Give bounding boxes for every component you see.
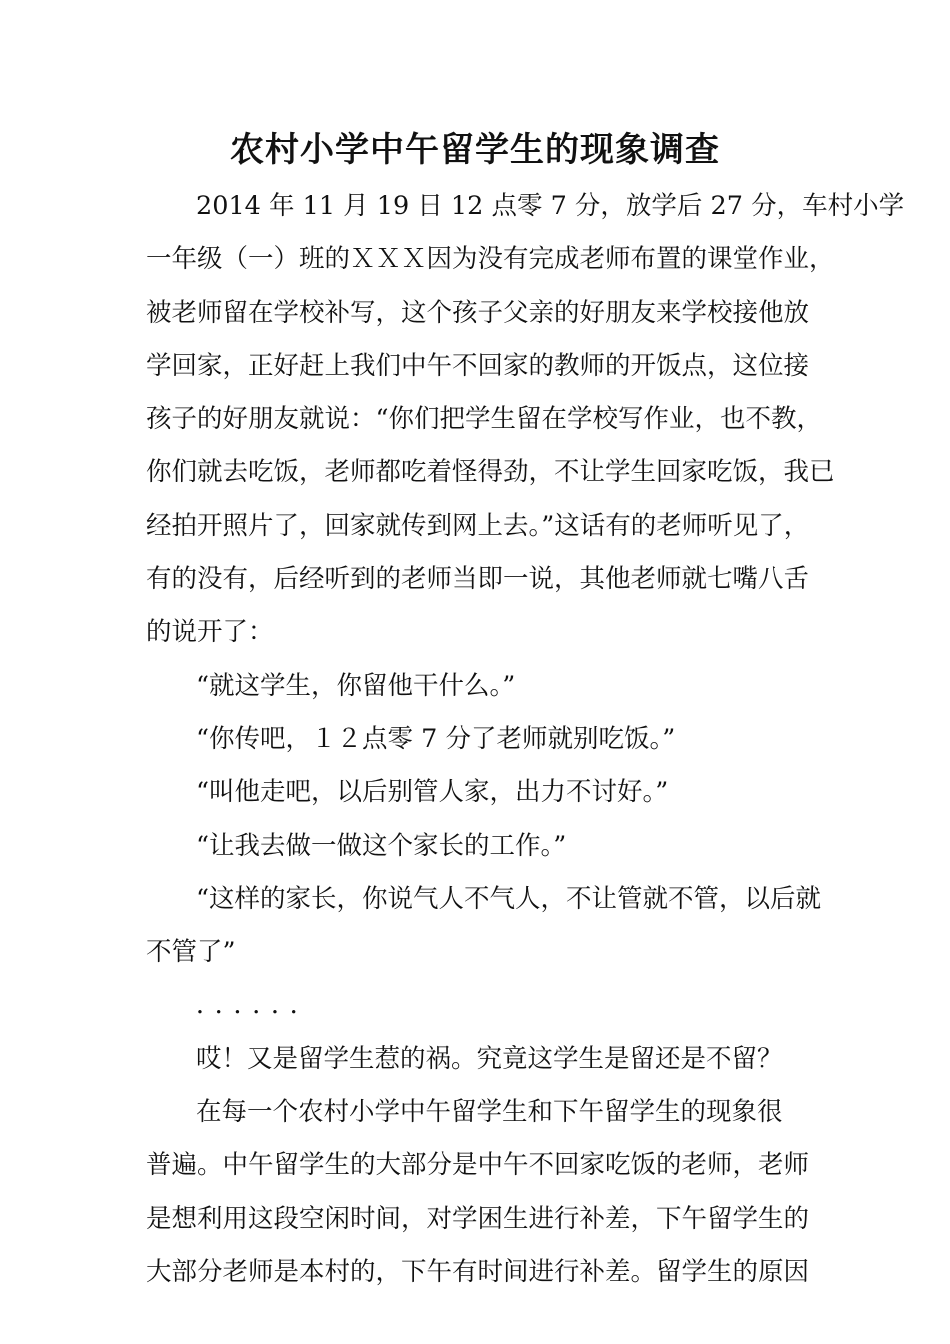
dialogue-line: “就这学生，你留他干什么。”: [196, 670, 516, 701]
dialogue-line: 不管了”: [146, 937, 236, 968]
paragraph-line: 经拍开照片了，回家就传到网上去。”这话有的老师听见了，: [146, 510, 810, 541]
paragraph-line: 是想利用这段空闲时间，对学困生进行补差，下午留学生的: [146, 1203, 810, 1234]
paragraph-line: 孩子的好朋友就说：“你们把学生留在学校写作业，也不教，: [146, 404, 823, 435]
dialogue-line: “让我去做一做这个家长的工作。”: [196, 830, 567, 861]
document-body: [146, 180, 905, 1299]
paragraph-line: 被老师留在学校补写，这个孩子父亲的好朋友来学校接他放: [146, 297, 810, 328]
paragraph-line: 学回家，正好赶上我们中午不回家的教师的开饭点，这位接: [146, 350, 810, 381]
paragraph-line: 哎！又是留学生惹的祸。究竟这学生是留还是不留？: [196, 1043, 783, 1074]
dialogue-line: “叫他走吧，以后别管人家，出力不讨好。”: [196, 777, 669, 808]
document-title: 农村小学中午留学生的现象调查: [230, 130, 720, 170]
paragraph-line: 大部分老师是本村的，下午有时间进行补差。留学生的原因: [146, 1256, 810, 1287]
ellipsis-line: ．．．．．．: [196, 990, 322, 1021]
paragraph-line: 2014 年 11 月 19 日 12 点零 7 分，放学后 27 分，车村小学: [196, 191, 905, 221]
dialogue-line: “你传吧，１２点零 7 分了老师就别吃饭。”: [196, 723, 676, 754]
paragraph-line: 有的没有，后经听到的老师当即一说，其他老师就七嘴八舌: [146, 564, 810, 595]
paragraph-line: 你们就去吃饭，老师都吃着怪得劲，不让学生回家吃饭，我已: [146, 457, 835, 488]
paragraph-line: 的说开了：: [146, 617, 274, 648]
dialogue-line: “这样的家长，你说气人不气人，不让管就不管，以后就: [196, 883, 822, 914]
paragraph-line: 普遍。中午留学生的大部分是中午不回家吃饭的老师，老师: [146, 1150, 810, 1181]
paragraph-line: 在每一个农村小学中午留学生和下午留学生的现象很: [196, 1097, 783, 1128]
paragraph-line: 一年级（一）班的ＸＸＸ因为没有完成老师布置的课堂作业，: [146, 244, 835, 275]
